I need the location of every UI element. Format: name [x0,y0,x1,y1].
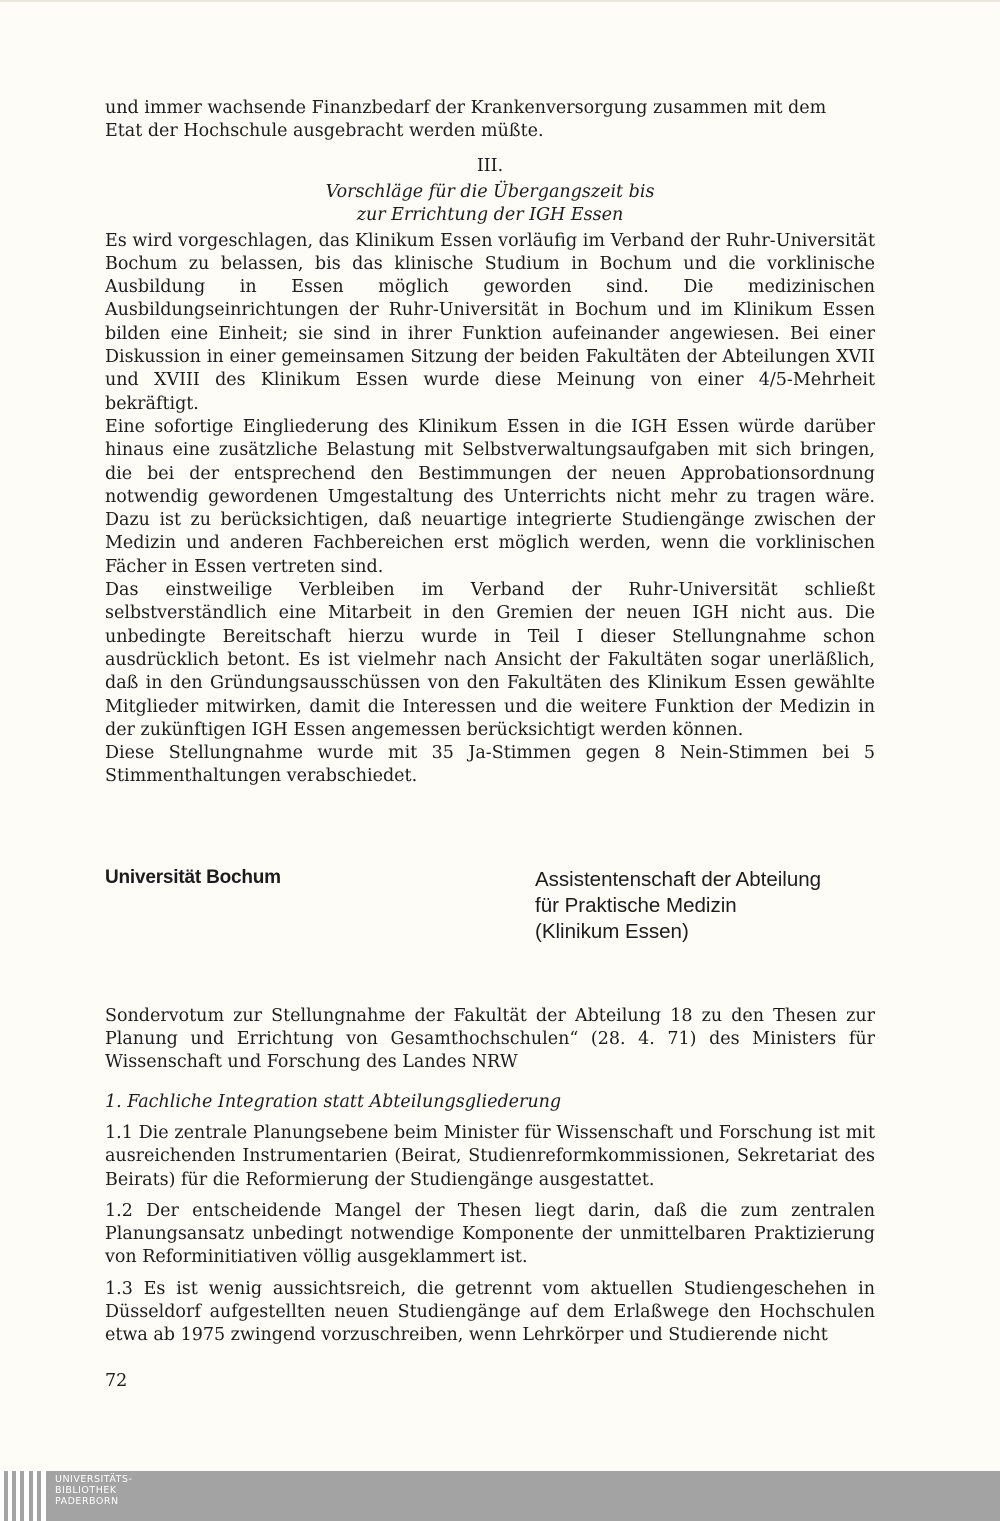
section-numeral: III. [476,155,504,176]
author-block [535,867,895,945]
item-title: 1. Fachliche Integration statt Abteilungsgliederung [105,1091,562,1112]
document-heading [105,867,875,959]
section-body [105,230,875,789]
intro-line: Etat der Hochschule ausgebracht werden müßte. [105,121,544,142]
library-name [55,1474,132,1507]
numbered-item: 1.1 Die zentrale Planungsebene beim Minister für Wissenschaft und Forschung ist mit ausreichenden Instrumentarien (Beirat, Studienreformkommissionen, Sekretariat des Beirats) für die Reformierung der Studiengänge ausgestattet. [105,1122,875,1190]
library-footer [0,1471,1000,1521]
intro-text [105,97,875,144]
intro-line: und immer wachsende Finanzbedarf der Krankenversorgung zusammen mit dem [105,98,827,118]
paragraph: Eine sofortige Eingliederung des Klinikum Essen in die IGH Essen würde darüber hinaus eine zusätzliche Belastung mit Selbstverwaltungsaufgaben mit sich bringen, die bei der entsprechend den Bestimmungen der neuen Approbationsordnung notwendig gewordenen Umgestaltung des Unterrichts nicht mehr zu tragen wäre. Dazu ist zu berücksichtigen, daß neuartige integrierte Studiengänge zwischen der Medizin und anderen Fachbereichen erst möglich werden, wenn die vorklinischen Fächer in Essen vertreten sind. [105,416,875,577]
library-line: BIBLIOTHEK [55,1485,117,1496]
votum-intro: Sondervotum zur Stellungnahme der Fakultät der Abteilung 18 zu den Thesen zur Planung und Errichtung von Gesamthochschulen“ (28. 4. 71) des Ministers für Wissenschaft und Forschung des Landes NRW [105,1005,875,1073]
library-logo-icon [0,1471,50,1521]
document-page [105,97,875,1348]
paragraph: Das einstweilige Verbleiben im Verband der Ruhr-Universität schließt selbstverständlich eine Mitarbeit in den Gremien der neuen IGH nicht aus. Die unbedingte Bereitschaft hierzu wurde in Teil I dieser Stellungnahme schon ausdrücklich betont. Es ist vielmehr nach Ansicht der Fakultäten sogar unerläßlich, daß in den Gründungsausschüssen von den Fakultäten des Klinikum Essen gewählte Mitglieder mitwirken, damit die Interessen und die weitere Funktion der Medizin in der zukünftigen IGH Essen angemessen berücksichtigt werden können. [105,580,875,740]
university-name: Universität Bochum [105,866,281,888]
paragraph: Diese Stellungnahme wurde mit 35 Ja-Stimmen gegen 8 Nein-Stimmen bei 5 Stimmenthaltungen verabschiedet. [105,743,875,787]
library-line: UNIVERSITÄTS- [55,1474,133,1485]
page-number: 72 [105,1371,128,1391]
paragraph: Es wird vorgeschlagen, das Klinikum Essen vorläufig im Verband der Ruhr-Universität Bochum zu belassen, bis das klinische Studium in Bochum und die vorklinische Ausbildung in Essen möglich geworden sind. Die medizinischen Ausbildungseinrichtungen der Ruhr-Universität in Bochum und im Klinikum Essen bilden eine Einheit; sie sind in ihrer Funktion aufeinander angewiesen. Bei einer Diskussion in einer gemeinsamen Sitzung der beiden Fakultäten der Abteilungen XVII und XVIII des Klinikum Essen wurde diese Meinung von einer 4/5-Mehrheit bekräftigt. [105,230,875,414]
library-line: PADERBORN [55,1496,119,1507]
subtitle-line: Vorschläge für die Übergangszeit bis [325,181,655,202]
author-line: für Praktische Medizin [535,893,737,917]
author-line: (Klinikum Essen) [535,919,689,943]
numbered-item: 1.2 Der entscheidende Mangel der Thesen liegt darin, daß die zum zentralen Planungsansatz unbedingt notwendige Komponente der unmittelbaren Praktizierung von Reforminitiativen völlig ausgeklammert ist. [105,1200,875,1268]
top-edge [0,0,1000,2]
subtitle-line: zur Errichtung der IGH Essen [356,204,624,225]
author-line: Assistentenschaft der Abteilung [535,867,822,891]
numbered-item: 1.3 Es ist wenig aussichtsreich, die getrennt vom aktuellen Studiengeschehen in Düsseldorf aufgestellten neuen Studiengänge auf dem Erlaßwege den Hochschulen etwa ab 1975 zwingend vorzuschreiben, wenn Lehrkörper und Studierende nicht [105,1278,875,1346]
section-subtitle [105,181,875,227]
